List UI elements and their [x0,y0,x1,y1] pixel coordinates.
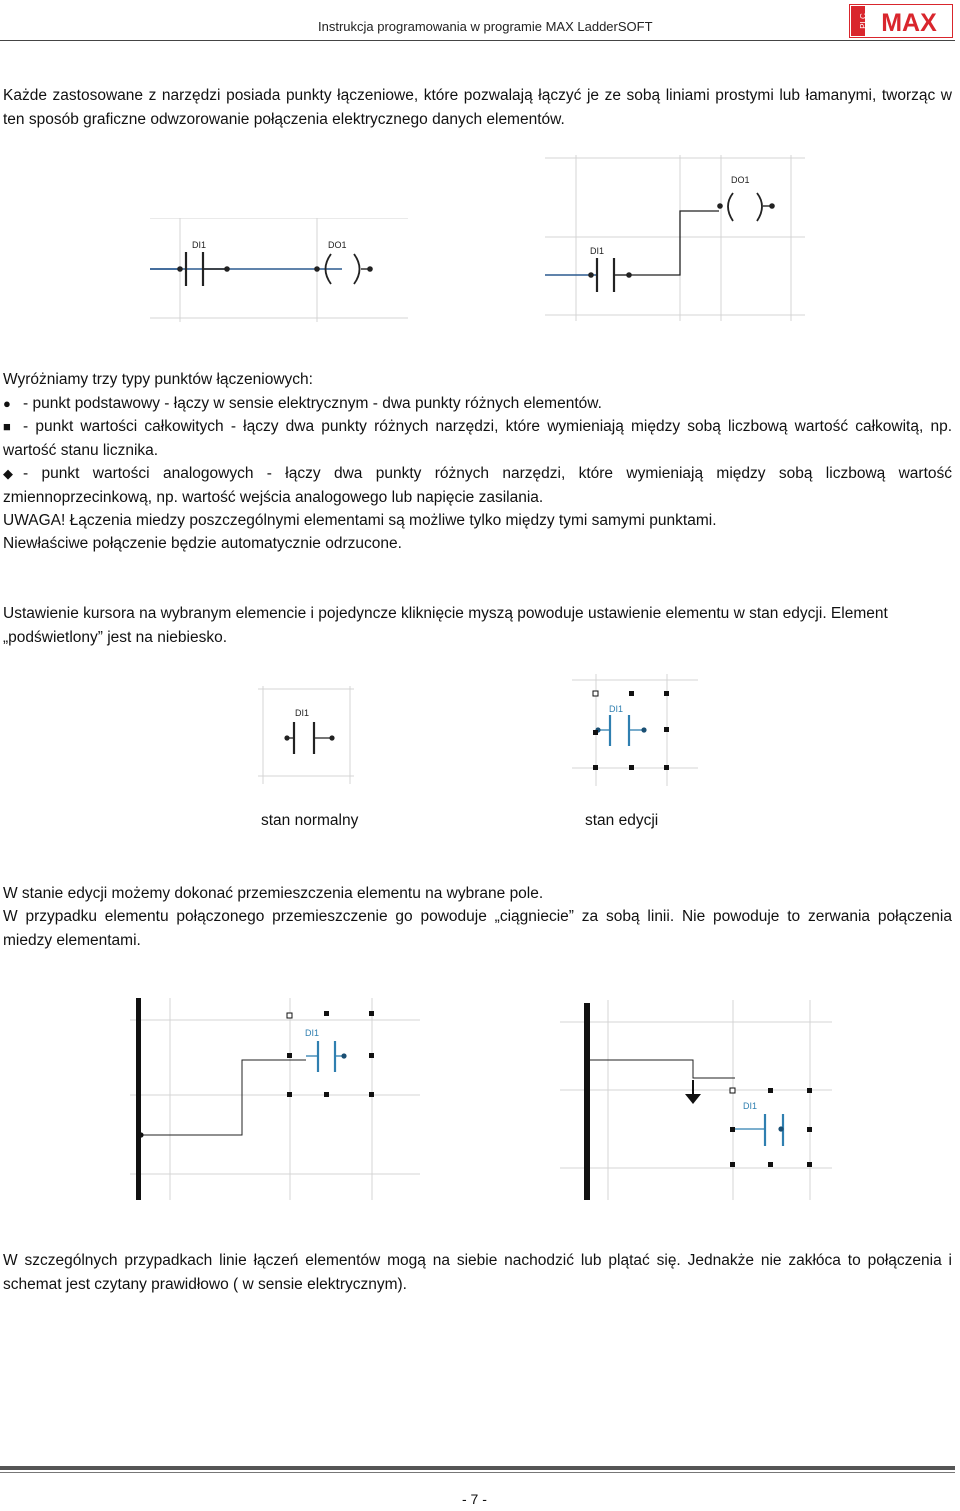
cursor-paragraph: Ustawienie kursora na wybranym elemencie i pojedyncze kliknięcie myszą powoduje ustawienie elementu w stan edycji. Element „podświetlony” jest na niebiesko. [3,605,888,646]
points-heading: Wyróżniamy trzy typy punktów łączeniowych: [3,371,313,388]
footer-divider-thin [0,1472,955,1473]
circle-bullet-icon: ● [3,396,11,411]
do1-label: DO1 [731,175,750,185]
points-item-analog [3,462,952,509]
points-item-integer [3,415,952,462]
di1-label: DI1 [743,1101,758,1111]
caption-edit-state: stan edycji [585,812,659,829]
points-item-text: - punkt podstawowy - łączy w sensie elektrycznym - dwa punkty różnych elementów. [23,395,602,412]
di1-label: DI1 [192,240,207,250]
page-number: - 7 - [462,1491,487,1507]
broken-line-connection-diagram [545,155,805,321]
points-item-text: - punkt wartości analogowych - łączy dwa punkty różnych narzędzi, które wymieniają między sobą liczbową wartość zmiennoprzecinkową, np. wartość wejścia analogowego lub napięcie zasilania. [3,465,952,506]
di1-label: DI1 [295,708,310,718]
footer-divider [0,1466,955,1470]
drag-example-after [560,1000,832,1200]
straight-connection-diagram [150,218,408,322]
points-item-text: - punkt wartości całkowitych - łączy dwa punkty różnych narzędzi, które wymieniają między sobą liczbową wartość całkowitą, np. wartość stanu licznika. [3,418,952,459]
drag-example-before [130,998,420,1200]
logo-plc-text: PLC [859,13,868,29]
di1-label: DI1 [590,246,605,256]
document-header-title: Instrukcja programowania w programie MAX LadderSOFT [318,19,653,34]
do1-label: DO1 [328,240,347,250]
move-paragraph-1: W stanie edycji możemy dokonać przemieszczenia elementu na wybrane pole. [3,885,544,902]
points-item-basic [3,392,952,416]
normal-state-element [258,686,354,784]
di1-label: DI1 [305,1028,320,1038]
final-paragraph: W szczególnych przypadkach linie łączeń elementów mogą na siebie nachodzić lub plątać się. Jednakże nie zakłóca to połączenia i schemat jest czytany prawidłowo ( w sensie elektrycznym). [3,1252,952,1293]
move-paragraph-2: W przypadku elementu połączonego przemieszczenie go powoduje „ciągniecie” za sobą linii. Nie powoduje to zerwania połączenia miedzy elementami. [3,908,952,949]
di1-label: DI1 [609,704,624,714]
plc-max-logo [849,4,953,38]
intro-paragraph: Każde zastosowane z narzędzi posiada punkty łączeniowe, które pozwalają łączyć je ze sobą liniami prostymi lub łamanymi, tworząc w ten sposób graficzne odwzorowanie połączenia elektrycznego danych elementów. [3,87,952,128]
caption-normal-state: stan normalny [261,812,359,829]
diamond-bullet-icon: ◆ [3,466,13,481]
warning-line-1: UWAGA! Łączenia miedzy poszczególnymi elementami są możliwe tylko między tymi samymi punktami. [3,512,717,529]
header-divider [0,40,955,41]
warning-line-2: Niewłaściwe połączenie będzie automatycznie odrzucone. [3,535,402,552]
square-bullet-icon: ■ [3,419,11,434]
cursor-arrow-icon [685,1080,701,1104]
edit-state-element [572,674,698,786]
logo-max-text: MAX [881,9,937,37]
